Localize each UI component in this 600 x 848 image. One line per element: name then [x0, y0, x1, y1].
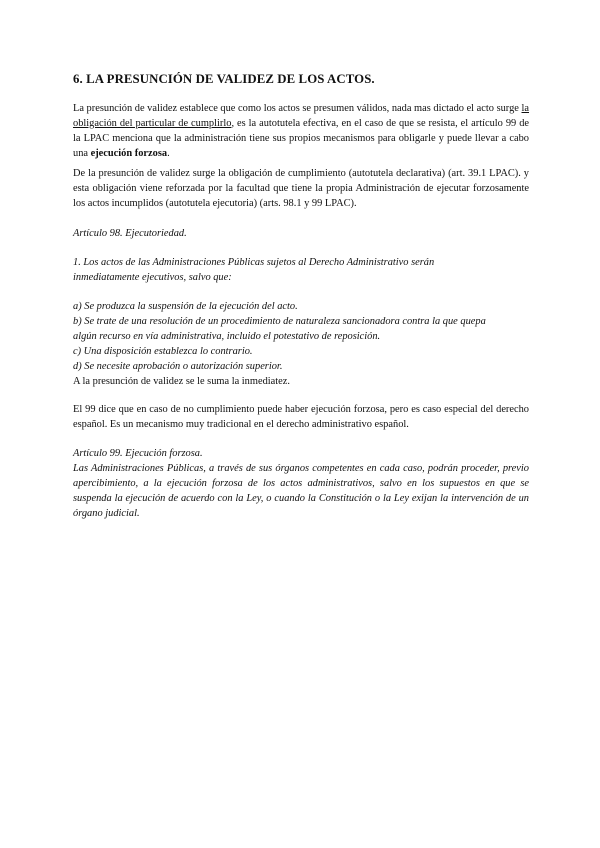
- list-item-d: d) Se necesite aprobación o autorización superior.: [73, 361, 283, 372]
- paragraph-presumption: [73, 101, 529, 161]
- section-heading: 6. LA PRESUNCIÓN DE VALIDEZ DE LOS ACTOS.: [73, 72, 375, 86]
- underlined-obligation: la obligación del particular de cumplirlo: [73, 103, 529, 129]
- article-99-title: Artículo 99. Ejecución forzosa.: [73, 448, 203, 459]
- article-98-paragraph-1: [73, 255, 529, 285]
- list-item-c: c) Una disposición establezca lo contrario.: [73, 346, 253, 357]
- paragraph-article-99: El 99 dice que en caso de no cumplimiento puede haber ejecución forzosa, pero es caso especial del derecho español. Es un mecanismo muy tradicional en el derecho administrativo español.: [73, 404, 529, 430]
- immediacy-note: A la presunción de validez se le suma la inmediatez.: [73, 376, 290, 387]
- list-item-a: a) Se produzca la suspensión de la ejecución del acto.: [73, 301, 298, 312]
- p1-text-start: La presunción de validez establece que como los actos se presumen válidos, nada mas dictado el acto surge: [73, 103, 522, 114]
- bold-forced-execution: ejecución forzosa: [90, 148, 168, 159]
- p1-text-middle: , es la autotutela efectiva, en el caso de que se resista, el artículo 99 de la LPAC menciona que la administración tiene sus propios mecanismos para obligarle y puede llevar a cabo una: [73, 118, 529, 159]
- article-99-body: Las Administraciones Públicas, a través de sus órganos competentes en cada caso, podrán proceder, previo apercibimiento, a la ejecución forzosa de los actos administrativos, salvo en los supuestos en que se suspenda la ejecución de acuerdo con la Ley, o cuando la Constitución o la Ley exijan la intervención de un órgano judicial.: [73, 463, 529, 519]
- paragraph-compliance: De la presunción de validez surge la obligación de cumplimiento (autotutela declarativa) (art. 39.1 LPAC). y esta obligación viene reforzada por la facultad que tiene la propia Administración de ejecutar forzosamente los actos incumplidos (autotutela ejecutoria) (arts. 98.1 y 99 LPAC).: [73, 168, 529, 209]
- article-98-list: [73, 299, 529, 389]
- article-98-p1-line2: inmediatamente ejecutivos, salvo que:: [73, 272, 232, 283]
- list-item-b-line2: algún recurso en vía administrativa, incluido el potestativo de reposición.: [73, 331, 381, 342]
- list-item-b-line1: b) Se trate de una resolución de un procedimiento de naturaleza sancionadora contra la que quepa: [73, 316, 486, 327]
- p1-text-end: .: [167, 148, 170, 159]
- article-98-title: Artículo 98. Ejecutoriedad.: [73, 228, 187, 239]
- article-98-p1-line1: 1. Los actos de las Administraciones Públicas sujetos al Derecho Administrativo serán: [73, 257, 435, 268]
